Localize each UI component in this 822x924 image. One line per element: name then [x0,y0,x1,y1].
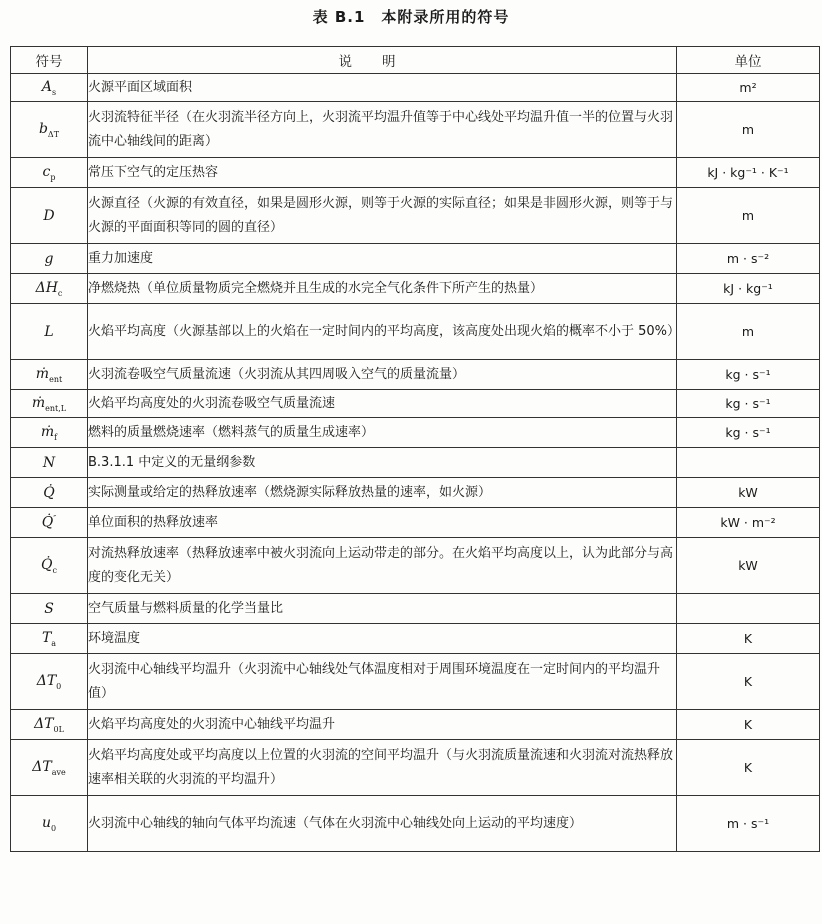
symbol-main: c [42,163,51,180]
unit-cell: K [677,624,820,654]
table-row [11,538,820,594]
symbol-subscript: p [50,172,56,182]
symbol-subscript: 0L [53,724,64,734]
unit-cell: m² [677,74,820,102]
symbol-subscript: f [54,432,58,442]
symbol-cell [11,102,88,158]
table-header-row [11,47,820,74]
table-row [11,796,820,852]
unit-cell: K [677,740,820,796]
symbol-subscript: ΔT [47,129,60,139]
symbol-main: L [44,323,54,340]
unit-cell: m [677,102,820,158]
symbol-cell [11,740,88,796]
symbol-subscript: s [52,87,57,97]
symbol-main: T [41,629,52,646]
symbol-subscript: ave [51,767,66,777]
symbol-main: Q̇ [41,514,54,531]
unit-cell [677,594,820,624]
symbol-superscript: ″ [53,514,57,524]
description-cell: 火羽流中心轴线平均温升（火羽流中心轴线处气体温度相对于周围环境温度在一定时间内的平均温升值） [88,654,677,710]
symbol-cell [11,654,88,710]
symbol-cell [11,244,88,274]
symbol-main: g [44,250,54,267]
symbol-main: u [41,814,51,831]
table-row [11,390,820,418]
table-row [11,304,820,360]
symbol-cell [11,158,88,188]
description-cell: 火羽流特征半径（在火羽流半径方向上，火羽流平均温升值等于中心线处平均温升值一半的位置与火羽流中心轴线间的距离） [88,102,677,158]
symbol-main: ṁ [35,365,50,382]
symbol-cell [11,274,88,304]
unit-cell: m [677,188,820,244]
table-row [11,448,820,478]
description-cell: 空气质量与燃料质量的化学当量比 [88,594,677,624]
symbol-cell [11,304,88,360]
table-row [11,740,820,796]
symbol-table [10,46,820,852]
unit-cell: kg · s⁻¹ [677,360,820,390]
symbol-main: S [44,600,54,617]
unit-cell: m · s⁻¹ [677,796,820,852]
symbol-cell [11,188,88,244]
symbol-cell [11,796,88,852]
table-row [11,158,820,188]
symbol-cell [11,478,88,508]
unit-cell: kW · m⁻² [677,508,820,538]
table-row [11,594,820,624]
description-cell: 对流热释放速率（热释放速率中被火羽流向上运动带走的部分。在火焰平均高度以上，认为此部分与高度的变化无关） [88,538,677,594]
symbol-cell [11,538,88,594]
symbol-cell [11,624,88,654]
table-row [11,508,820,538]
table-row [11,274,820,304]
symbol-cell [11,390,88,418]
symbol-cell [11,418,88,448]
description-cell: 重力加速度 [88,244,677,274]
description-cell: 火羽流卷吸空气质量流速（火羽流从其四周吸入空气的质量流量） [88,360,677,390]
description-cell: 常压下空气的定压热容 [88,158,677,188]
symbol-main: D [43,207,55,224]
description-cell: 实际测量或给定的热释放速率（燃烧源实际释放热量的速率，如火源） [88,478,677,508]
description-cell: 火源直径（火源的有效直径，如果是圆形火源，则等于火源的实际直径；如果是非圆形火源，则等于与火源的平面面积等同的圆的直径） [88,188,677,244]
description-cell: 环境温度 [88,624,677,654]
symbol-cell [11,508,88,538]
unit-cell: kJ · kg⁻¹ · K⁻¹ [677,158,820,188]
header-symbol: 符号 [11,47,88,74]
description-cell: 燃料的质量燃烧速率（燃料蒸气的质量生成速率） [88,418,677,448]
table-body [11,74,820,852]
unit-cell: K [677,710,820,740]
symbol-main: ṁ [31,394,46,411]
unit-cell: K [677,654,820,710]
symbol-main: ṁ [40,423,55,440]
description-cell: 火源平面区域面积 [88,74,677,102]
unit-cell: kg · s⁻¹ [677,418,820,448]
symbol-main: Q̇ [43,484,55,501]
symbol-subscript: a [51,638,57,648]
symbol-main: A [41,78,52,95]
description-cell: 净燃烧热（单位质量物质完全燃烧并且生成的水完全气化条件下所产生的热量） [88,274,677,304]
table-row [11,360,820,390]
table-row [11,102,820,158]
symbol-main: ΔT [32,758,52,775]
table-row [11,624,820,654]
unit-cell: kW [677,478,820,508]
table-row [11,188,820,244]
table-row [11,74,820,102]
unit-cell: kg · s⁻¹ [677,390,820,418]
unit-cell: kJ · kg⁻¹ [677,274,820,304]
symbol-main: Q̇ [41,556,53,573]
symbol-cell [11,74,88,102]
unit-cell: m · s⁻² [677,244,820,274]
unit-cell: kW [677,538,820,594]
table-row [11,654,820,710]
header-unit: 单位 [677,47,820,74]
symbol-subscript: 0 [56,681,62,691]
symbol-subscript: ent,L [45,403,67,413]
symbol-subscript: ent [49,374,63,384]
header-description: 说明 [88,47,677,74]
symbol-subscript: c [57,288,63,298]
symbol-main: b [38,120,48,137]
table-row [11,244,820,274]
symbol-cell [11,594,88,624]
description-cell: 火焰平均高度（火源基部以上的火焰在一定时间内的平均高度，该高度处出现火焰的概率不小于 50%） [88,304,677,360]
symbol-subscript: c [52,565,57,575]
description-cell: 火羽流中心轴线的轴向气体平均流速（气体在火羽流中心轴线处向上运动的平均速度） [88,796,677,852]
symbol-cell [11,710,88,740]
unit-cell [677,448,820,478]
symbol-main: ΔH [35,279,58,296]
description-cell: 火焰平均高度处或平均高度以上位置的火羽流的空间平均温升（与火羽流质量流速和火羽流对流热释放速率相关联的火羽流的平均温升） [88,740,677,796]
table-row [11,418,820,448]
unit-cell: m [677,304,820,360]
table-row [11,710,820,740]
description-cell: 火焰平均高度处的火羽流中心轴线平均温升 [88,710,677,740]
table-row [11,478,820,508]
table-caption: 表 B.1 本附录所用的符号 [312,8,510,26]
description-cell: 火焰平均高度处的火羽流卷吸空气质量流速 [88,390,677,418]
symbol-cell [11,448,88,478]
symbol-cell [11,360,88,390]
symbol-subscript: 0 [50,823,57,833]
description-cell: 单位面积的热释放速率 [88,508,677,538]
description-cell: B.3.1.1 中定义的无量纲参数 [88,448,677,478]
symbol-main: N [42,454,56,471]
symbol-main: ΔT [34,715,54,732]
symbol-main: ΔT [36,672,57,689]
